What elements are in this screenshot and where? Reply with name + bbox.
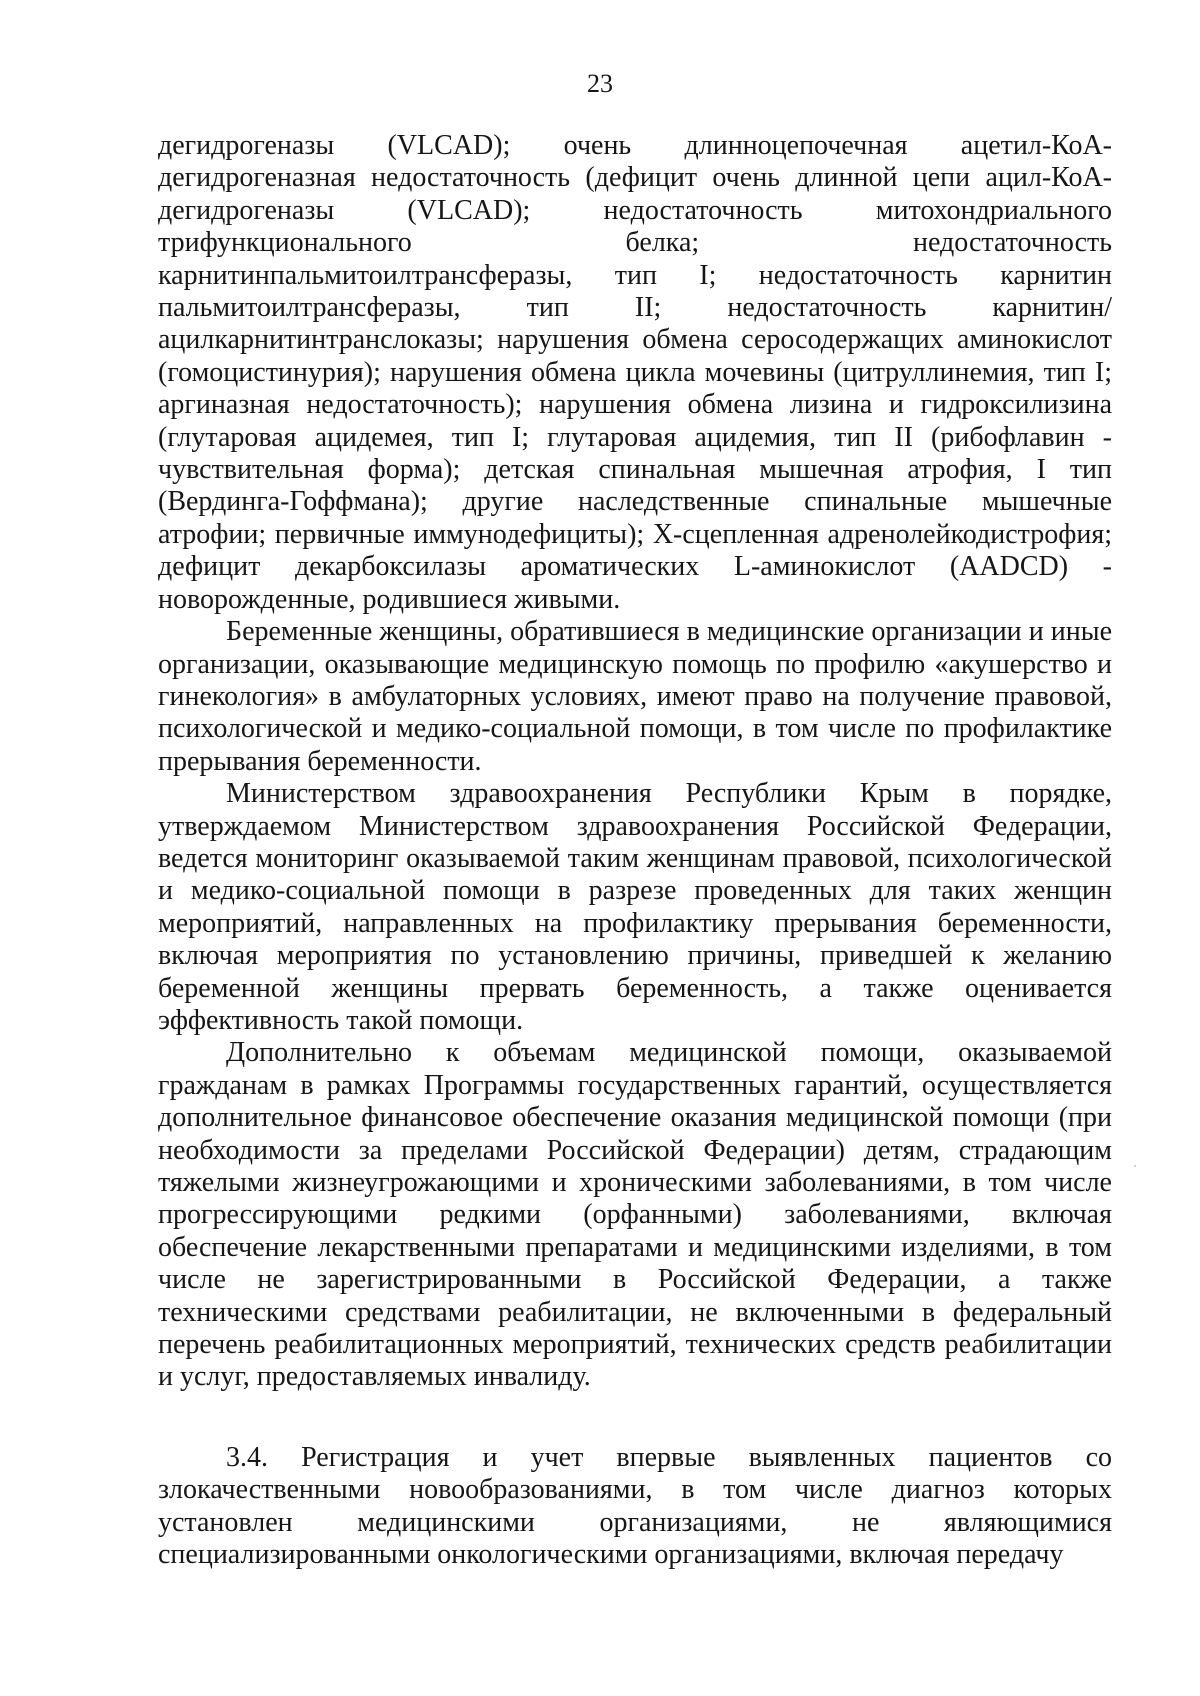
scan-speck: [1134, 1165, 1136, 1167]
paragraph-pregnant-women-help: Беременные женщины, обратившиеся в медицинские организации и иные организации, оказывающие медицинскую помощь по профилю «акушерство и гинекология» в амбулаторных условиях, имеют право на получение правовой, психологической и медико-социальной помощи, в том числе по профилактике прерывания беременности.: [158, 616, 1112, 777]
page-number: 23: [587, 69, 613, 98]
section-gap: [158, 1394, 1112, 1442]
paragraph-section-3-4: 3.4. Регистрация и учет впервые выявленных пациентов со злокачественными новообразованиями, в том числе диагноз которых установлен медицинскими организациями, не являющимися специализированными онкологическими организациями, включая передачу: [158, 1441, 1112, 1571]
paragraph-additional-financing: Дополнительно к объемам медицинской помощи, оказываемой гражданам в рамках Программы государственных гарантий, осуществляется дополнительное финансовое обеспечение оказания медицинской помощи (при необходимости за пределами Российской Федерации) детям, страдающим тяжелыми жизнеугрожающими и хроническими заболеваниями, в том числе прогрессирующими редкими (орфанными) заболеваниями, включая обеспечение лекарственными препаратами и медицинскими изделиями, в том числе не зарегистрированными в Российской Федерации, а также техническими средствами реабилитации, не включенными в федеральный перечень реабилитационных мероприятий, технических средств реабилитации и услуг, предоставляемых инвалиду.: [158, 1037, 1112, 1393]
document-body: [158, 130, 1112, 1571]
paragraph-continued-disease-list: дегидрогеназы (VLCAD); очень длинноцепочечная ацетил-КоА-дегидрогеназная недостаточность (дефицит очень длинной цепи ацил-КоА-дегидрогеназы (VLCAD); недостаточность митохондриального трифункционального белка; недостаточность карнитинпальмитоилтрансферазы, тип I; недостаточность карнитин пальмитоилтрансферазы, тип II; недостаточность карнитин/ацилкарнитинтранслоказы; нарушения обмена серосодержащих аминокислот (гомоцистинурия); нарушения обмена цикла мочевины (цитруллинемия, тип I; аргиназная недостаточность); нарушения обмена лизина и гидроксилизина (глутаровая ацидемея, тип I; глутаровая ацидемия, тип II (рибофлавин - чувствительная форма); детская спинальная мышечная атрофия, I тип (Вердинга-Гоффмана); другие наследственные спинальные мышечные атрофии; первичные иммунодефициты); Х-сцепленная адренолейкодистрофия; дефицит декарбоксилазы ароматических L-аминокислот (AADCD) - новорожденные, родившиеся живыми.: [158, 130, 1112, 615]
paragraph-monitoring: Министерством здравоохранения Республики Крым в порядке, утверждаемом Министерством здравоохранения Российской Федерации, ведется мониторинг оказываемой таким женщинам правовой, психологической и медико-социальной помощи в разрезе проведенных для таких женщин мероприятий, направленных на профилактику прерывания беременности, включая мероприятия по установлению причины, приведшей к желанию беременной женщины прервать беременность, а также оценивается эффективность такой помощи.: [158, 778, 1112, 1036]
